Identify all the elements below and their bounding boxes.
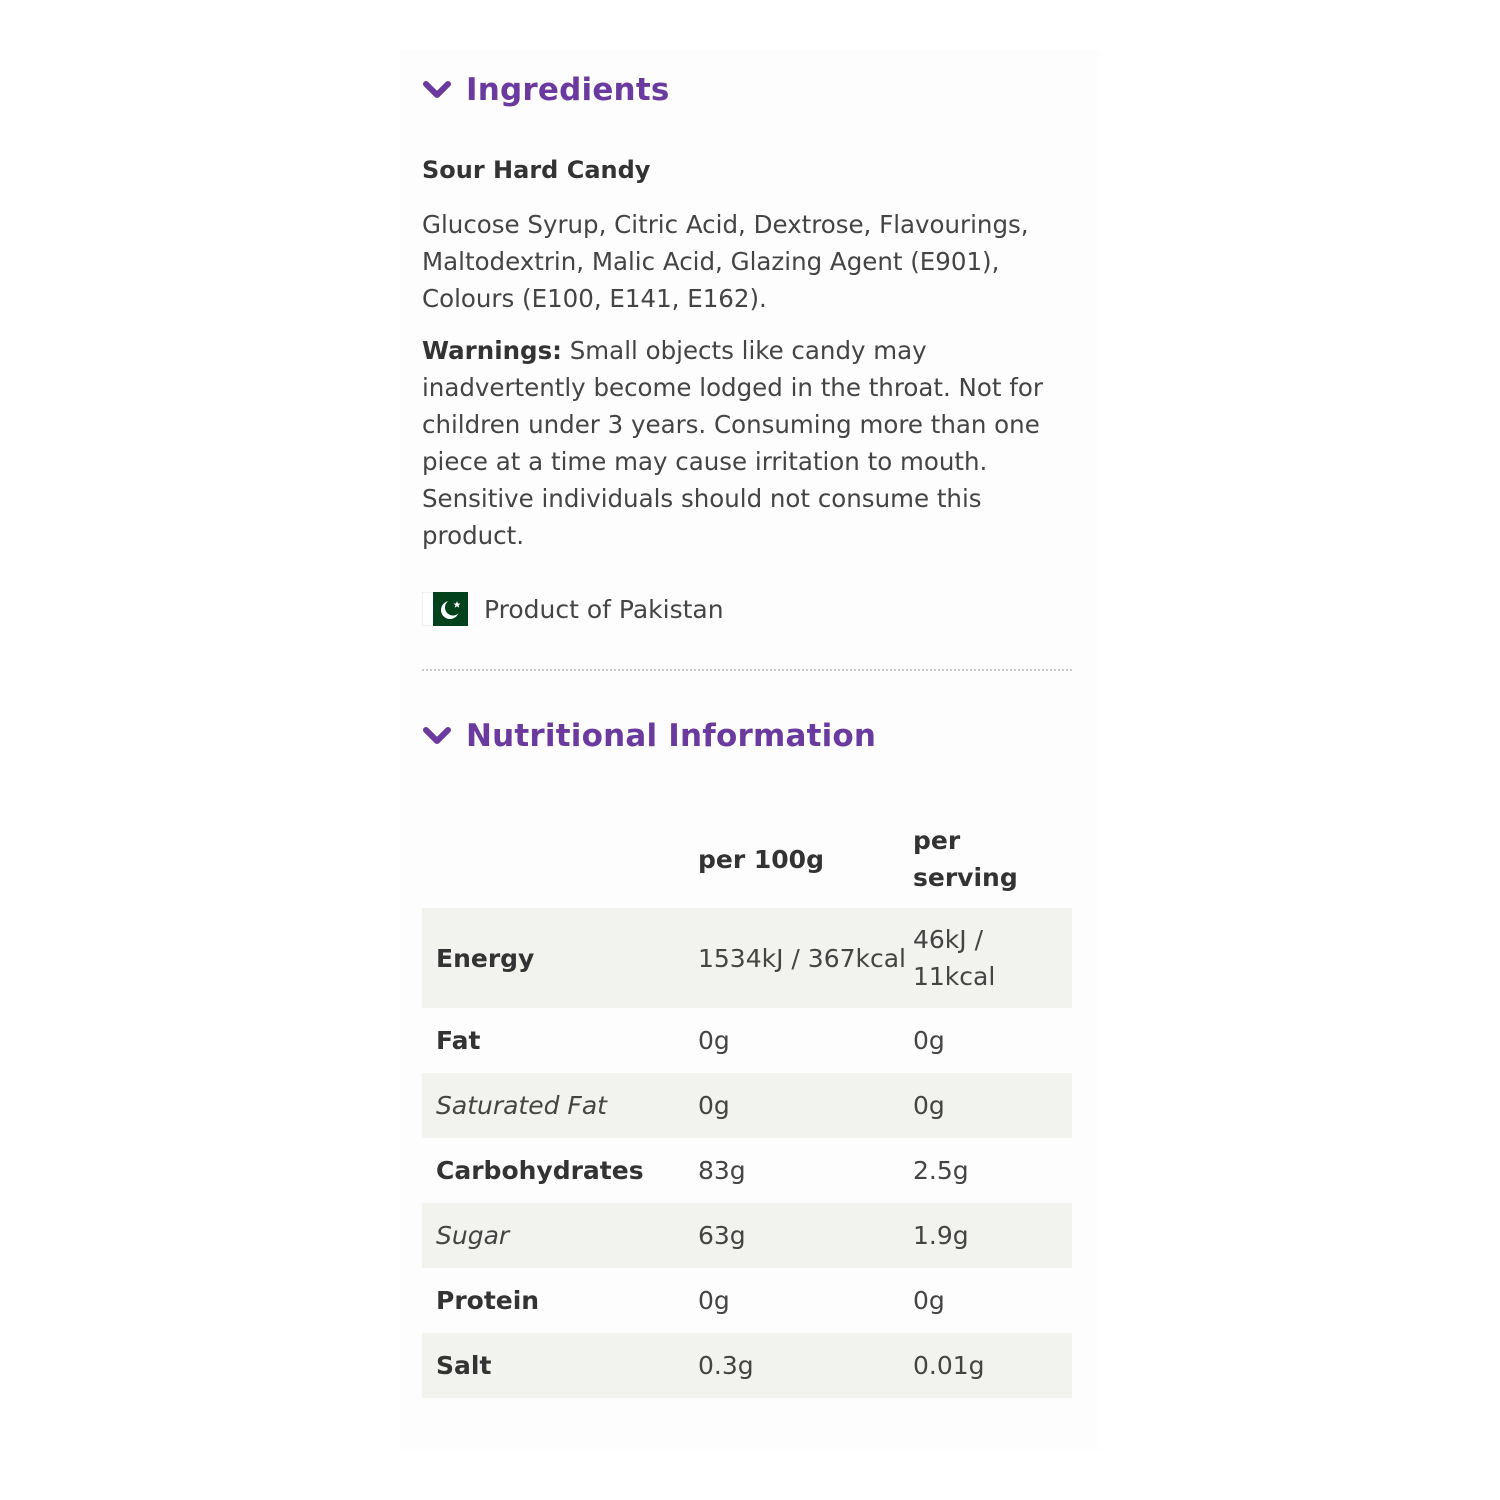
value-per-100g: 1534kJ / 367kcal [698,908,913,1008]
value-per-100g: 0g [698,1286,730,1315]
table-row [422,1268,1072,1333]
origin-text: Product of Pakistan [484,594,724,624]
column-header-nutrient [422,810,698,908]
pakistan-flag-icon [422,592,468,626]
nutrient-label: Saturated Fat [422,1073,698,1138]
value-per-100g: 63g [698,1203,913,1268]
product-name: Sour Hard Candy [422,156,651,184]
value-per-serving: 0g [913,1073,1072,1138]
value-per-100g: 0g [698,1026,730,1055]
nutrition-table [422,810,1072,1398]
value-per-serving: 46kJ / 11kcal [913,908,1072,1008]
product-info-panel [400,50,1100,1450]
table-row [422,1138,1072,1203]
warnings-text [422,332,1072,554]
value-per-serving: 0.01g [913,1333,1072,1398]
value-per-serving: 0g [913,1026,945,1055]
nutrient-label: Protein [436,1286,540,1315]
nutrition-toggle[interactable] [422,706,876,766]
value-per-serving: 2.5g [913,1156,969,1185]
ingredients-list: Glucose Syrup, Citric Acid, Dextrose, Flavourings, Maltodextrin, Malic Acid, Glazing Agent (E901), Colours (E100, E141, E162). [422,210,1029,313]
nutrient-label: Salt [422,1333,698,1398]
nutrition-heading: Nutritional Information [466,718,877,754]
warnings-body: Small objects like candy may inadvertently become lodged in the throat. Not for children under 3 years. Consuming more than one piece at a time may cause irritation to mouth. Sensitive individuals should not consume this product. [422,336,1043,550]
value-per-100g: 0g [698,1073,913,1138]
nutrient-label: Fat [436,1026,481,1055]
value-per-serving: 1.9g [913,1203,1072,1268]
nutrient-label: Sugar [422,1203,698,1268]
value-per-serving: 0g [913,1286,945,1315]
value-per-100g: 83g [698,1156,746,1185]
section-divider [422,669,1072,671]
ingredients-heading: Ingredients [466,72,670,108]
ingredients-toggle[interactable] [422,60,670,120]
nutrition-table-header [422,810,1072,908]
table-row [422,1073,1072,1138]
country-of-origin [422,592,724,626]
table-row [422,908,1072,1008]
column-header-per-100g: per 100g [698,844,824,874]
value-per-100g: 0.3g [698,1333,913,1398]
table-row [422,1203,1072,1268]
column-header-per-serving: per serving [913,826,1018,892]
table-row [422,1008,1072,1073]
chevron-down-icon [422,725,452,747]
chevron-down-icon [422,79,452,101]
table-row [422,1333,1072,1398]
nutrient-label: Energy [422,908,698,1008]
nutrient-label: Carbohydrates [436,1156,644,1185]
warnings-label: Warnings: [422,336,562,365]
